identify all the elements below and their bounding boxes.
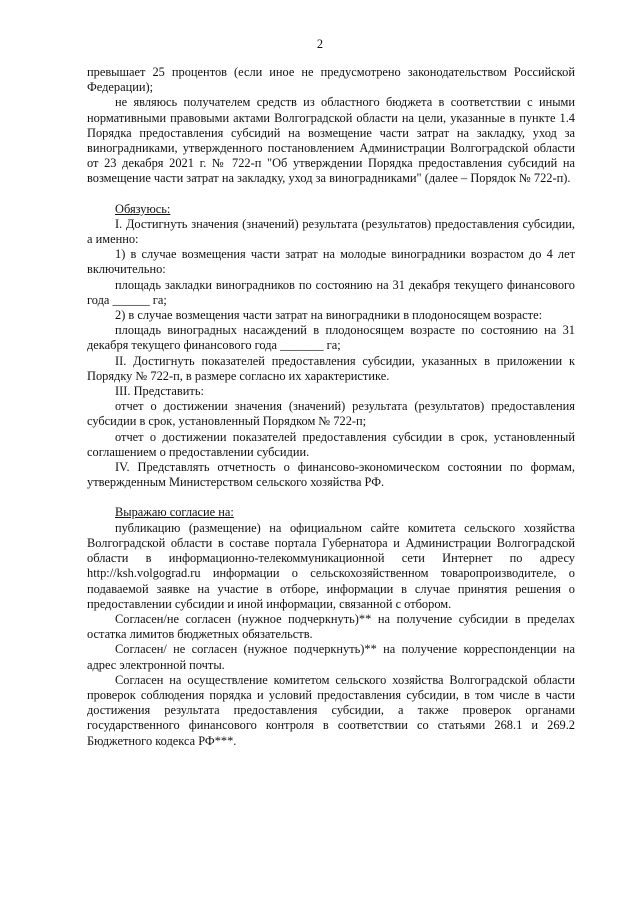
paragraph-young-vineyards: 1) в случае возмещения части затрат на молодые виноградники возрастом до 4 лет включительно:: [87, 247, 575, 277]
document-body: [87, 65, 575, 749]
paragraph-obligation-1: I. Достигнуть значения (значений) результата (результатов) предоставления субсидии, а именно:: [87, 216, 575, 247]
paragraph-fruiting-vineyards: 2) в случае возмещения части затрат на виноградники в плодоносящем возрасте:: [115, 308, 543, 323]
heading-consent-text: Выражаю согласие на:: [115, 505, 234, 520]
heading-obligations: [87, 202, 575, 217]
paragraph-publication-consent: публикацию (размещение) на официальном сайте комитета сельского хозяйства Волгоградской области в составе портала Губернатора и Администрации Волгоградской области в информационно-телекоммуникационной сети Интернет по адресу http://ksh.volgograd.ru информации о сельскохозяйственном товаропроизводителе, о подаваемой заявке на участие в отборе, информации в случае принятия решения о предоставлении субсидии и иной информации, связанной с отбором.: [87, 520, 575, 611]
paragraph-fruiting-area: площадь виноградных насаждений в плодоносящем возрасте по состоянию на 31 декабря текущего финансового года _______ га;: [87, 323, 575, 353]
spacer: [87, 187, 575, 202]
paragraph-report-indicators: отчет о достижении показателей предоставления субсидии в срок, установленный соглашением о предоставлении субсидии.: [87, 429, 575, 459]
paragraph-email-consent: Согласен/ не согласен (нужное подчеркнуть)** на получение корреспонденции на адрес электронной почты.: [87, 642, 575, 672]
paragraph-audit-consent: Согласен на осуществление комитетом сельского хозяйства Волгоградской области проверок соблюдения порядка и условий предоставления субсидии, в том числе в части достижения результата предоставления субсидии, а также проверок органами государственного финансового контроля в соответствии со статьями 268.1 и 269.2 Бюджетного кодекса РФ***.: [87, 672, 575, 748]
paragraph-planting-area: площадь закладки виноградников по состоянию на 31 декабря текущего финансового года ______ га;: [87, 277, 575, 307]
paragraph-obligation-4: IV. Представлять отчетность о финансово-экономическом состоянии по формам, утвержденным Министерством сельского хозяйства РФ.: [87, 460, 575, 490]
heading-obligations-text: Обязуюсь:: [115, 201, 171, 216]
paragraph-report-result: отчет о достижении значения (значений) результата (результатов) предоставления субсидии в срок, установленный Порядком № 722-п;: [87, 399, 575, 429]
paragraph-obligation-2: II. Достигнуть показателей предоставления субсидии, указанных в приложении к Порядку № 722-п, в размере согласно их характеристике.: [87, 353, 575, 383]
paragraph-limits-consent: Согласен/не согласен (нужное подчеркнуть)** на получение субсидии в пределах остатка лимитов бюджетных обязательств.: [87, 611, 575, 642]
heading-consent: [87, 505, 575, 520]
paragraph-exceeds: превышает 25 процентов (если иное не предусмотрено законодательством Российской Федерации);: [87, 65, 575, 95]
paragraph-obligation-3: III. Представить:: [115, 384, 204, 399]
paragraph-not-recipient: не являюсь получателем средств из областного бюджета в соответствии с иными нормативными правовыми актами Волгоградской области на цели, указанные в пункте 1.4 Порядка предоставления субсидий на возмещение части затрат на закладку, уход за виноградниками, утвержденного постановлением Администрации Волгоградской области от 23 декабря 2021 г. № 722-п "Об утверждении Порядка предоставления субсидий на возмещение части затрат на закладку, уход за виноградниками" (далее – Порядок № 722-п).: [87, 95, 575, 186]
spacer: [87, 490, 575, 505]
page-number: 2: [316, 37, 324, 51]
